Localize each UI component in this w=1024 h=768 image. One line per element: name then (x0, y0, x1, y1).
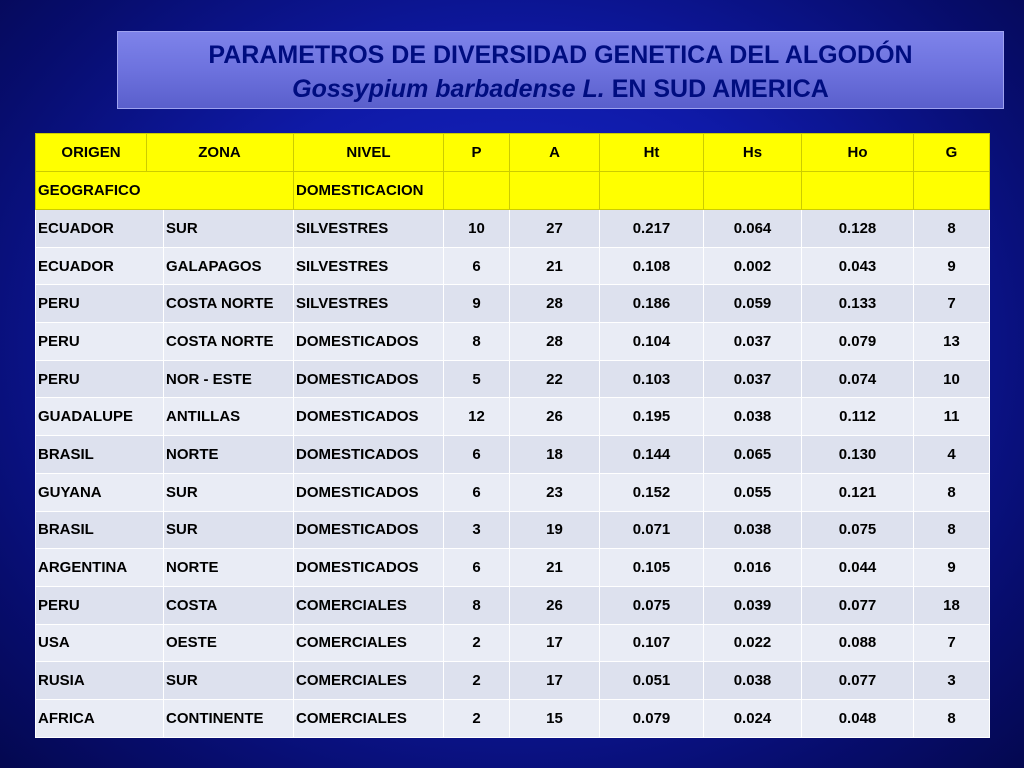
cell-a: 15 (510, 699, 600, 737)
header-ht: Ht (600, 134, 704, 172)
cell-ht: 0.152 (600, 473, 704, 511)
header-cell-origen-zona (36, 134, 294, 172)
cell-zona: COSTA (164, 586, 294, 624)
table-row (36, 586, 990, 624)
table-row (36, 247, 990, 285)
cell-zona: ANTILLAS (164, 398, 294, 436)
cell-p: 12 (444, 398, 510, 436)
cell-g: 9 (914, 247, 990, 285)
cell-ho: 0.128 (802, 210, 914, 248)
cell-nivel: DOMESTICADOS (294, 398, 444, 436)
cell-origen: PERU (36, 586, 164, 624)
cell-ho: 0.088 (802, 624, 914, 662)
cell-hs: 0.038 (704, 662, 802, 700)
header-zona: ZONA (198, 144, 241, 161)
cell-g: 8 (914, 511, 990, 549)
header-empty (444, 172, 510, 210)
cell-a: 23 (510, 473, 600, 511)
header-empty (802, 172, 914, 210)
cell-p: 2 (444, 624, 510, 662)
header-geografico: GEOGRAFICO (36, 172, 294, 210)
cell-nivel: SILVESTRES (294, 210, 444, 248)
title-line-1: PARAMETROS DE DIVERSIDAD GENETICA DEL ALGODÓN (208, 41, 913, 69)
title-line-2 (118, 72, 1003, 106)
cell-a: 27 (510, 210, 600, 248)
cell-zona: CONTINENTE (164, 699, 294, 737)
cell-g: 8 (914, 699, 990, 737)
cell-ht: 0.051 (600, 662, 704, 700)
cell-g: 4 (914, 436, 990, 474)
table-row (36, 624, 990, 662)
cell-p: 10 (444, 210, 510, 248)
cell-ho: 0.075 (802, 511, 914, 549)
table-row (36, 473, 990, 511)
header-g: G (914, 134, 990, 172)
cell-p: 8 (444, 323, 510, 361)
title-species: Gossypium barbadense L. (292, 75, 605, 103)
cell-a: 17 (510, 662, 600, 700)
cell-origen: RUSIA (36, 662, 164, 700)
cell-hs: 0.037 (704, 323, 802, 361)
header-a: A (510, 134, 600, 172)
cell-ho: 0.043 (802, 247, 914, 285)
cell-hs: 0.002 (704, 247, 802, 285)
cell-ho: 0.079 (802, 323, 914, 361)
cell-zona: GALAPAGOS (164, 247, 294, 285)
table-row (36, 699, 990, 737)
cell-nivel: DOMESTICADOS (294, 473, 444, 511)
cell-g: 18 (914, 586, 990, 624)
cell-zona: OESTE (164, 624, 294, 662)
cell-ht: 0.144 (600, 436, 704, 474)
header-ho: Ho (802, 134, 914, 172)
header-empty (914, 172, 990, 210)
cell-origen: ECUADOR (36, 247, 164, 285)
cell-p: 6 (444, 436, 510, 474)
cell-hs: 0.039 (704, 586, 802, 624)
cell-zona: NORTE (164, 549, 294, 587)
cell-ht: 0.103 (600, 360, 704, 398)
title-region: EN SUD AMERICA (604, 75, 829, 103)
cell-hs: 0.038 (704, 511, 802, 549)
cell-hs: 0.055 (704, 473, 802, 511)
cell-hs: 0.064 (704, 210, 802, 248)
table-row (36, 549, 990, 587)
cell-origen: USA (36, 624, 164, 662)
table-row (36, 210, 990, 248)
cell-zona: SUR (164, 662, 294, 700)
cell-zona: NOR - ESTE (164, 360, 294, 398)
cell-ht: 0.107 (600, 624, 704, 662)
cell-nivel: DOMESTICADOS (294, 511, 444, 549)
cell-p: 2 (444, 662, 510, 700)
cell-ho: 0.044 (802, 549, 914, 587)
header-row-2 (36, 172, 990, 210)
cell-p: 6 (444, 247, 510, 285)
cell-origen: PERU (36, 285, 164, 323)
header-empty (510, 172, 600, 210)
cell-g: 7 (914, 624, 990, 662)
diversity-table (35, 133, 990, 738)
cell-ht: 0.105 (600, 549, 704, 587)
table-row (36, 436, 990, 474)
cell-ht: 0.071 (600, 511, 704, 549)
cell-ht: 0.075 (600, 586, 704, 624)
cell-origen: AFRICA (36, 699, 164, 737)
cell-ht: 0.186 (600, 285, 704, 323)
cell-a: 26 (510, 398, 600, 436)
cell-zona: NORTE (164, 436, 294, 474)
table-row (36, 662, 990, 700)
cell-zona: SUR (164, 210, 294, 248)
cell-p: 6 (444, 549, 510, 587)
table-row (36, 511, 990, 549)
cell-origen: GUYANA (36, 473, 164, 511)
cell-ho: 0.074 (802, 360, 914, 398)
cell-g: 7 (914, 285, 990, 323)
cell-p: 5 (444, 360, 510, 398)
cell-origen: BRASIL (36, 511, 164, 549)
cell-p: 9 (444, 285, 510, 323)
header-domesticacion: DOMESTICACION (294, 172, 444, 210)
cell-nivel: COMERCIALES (294, 586, 444, 624)
cell-zona: SUR (164, 473, 294, 511)
cell-a: 21 (510, 247, 600, 285)
cell-nivel: SILVESTRES (294, 247, 444, 285)
cell-hs: 0.037 (704, 360, 802, 398)
table-row (36, 285, 990, 323)
cell-ht: 0.217 (600, 210, 704, 248)
cell-origen: BRASIL (36, 436, 164, 474)
header-p: P (444, 134, 510, 172)
cell-g: 8 (914, 473, 990, 511)
cell-g: 13 (914, 323, 990, 361)
header-empty (704, 172, 802, 210)
cell-origen: GUADALUPE (36, 398, 164, 436)
cell-g: 10 (914, 360, 990, 398)
cell-ho: 0.133 (802, 285, 914, 323)
cell-a: 19 (510, 511, 600, 549)
cell-nivel: DOMESTICADOS (294, 436, 444, 474)
cell-p: 6 (444, 473, 510, 511)
cell-ho: 0.130 (802, 436, 914, 474)
cell-ho: 0.077 (802, 586, 914, 624)
cell-g: 9 (914, 549, 990, 587)
cell-a: 28 (510, 323, 600, 361)
cell-a: 26 (510, 586, 600, 624)
table-row (36, 398, 990, 436)
cell-origen: PERU (36, 360, 164, 398)
cell-p: 2 (444, 699, 510, 737)
cell-a: 21 (510, 549, 600, 587)
cell-g: 11 (914, 398, 990, 436)
cell-hs: 0.065 (704, 436, 802, 474)
cell-p: 3 (444, 511, 510, 549)
cell-a: 18 (510, 436, 600, 474)
cell-a: 22 (510, 360, 600, 398)
cell-ho: 0.048 (802, 699, 914, 737)
slide-title (117, 31, 1004, 109)
cell-hs: 0.038 (704, 398, 802, 436)
cell-zona: COSTA NORTE (164, 323, 294, 361)
table-row (36, 360, 990, 398)
cell-ht: 0.079 (600, 699, 704, 737)
cell-a: 28 (510, 285, 600, 323)
cell-nivel: COMERCIALES (294, 662, 444, 700)
header-hs: Hs (704, 134, 802, 172)
cell-hs: 0.024 (704, 699, 802, 737)
cell-zona: COSTA NORTE (164, 285, 294, 323)
header-empty (600, 172, 704, 210)
cell-nivel: DOMESTICADOS (294, 549, 444, 587)
header-nivel: NIVEL (294, 134, 444, 172)
cell-g: 8 (914, 210, 990, 248)
cell-ht: 0.195 (600, 398, 704, 436)
cell-ho: 0.112 (802, 398, 914, 436)
cell-nivel: DOMESTICADOS (294, 360, 444, 398)
cell-hs: 0.016 (704, 549, 802, 587)
header-row-1 (36, 134, 990, 172)
cell-hs: 0.059 (704, 285, 802, 323)
table-row (36, 323, 990, 361)
table-body (36, 134, 990, 738)
cell-hs: 0.022 (704, 624, 802, 662)
cell-a: 17 (510, 624, 600, 662)
cell-ht: 0.108 (600, 247, 704, 285)
cell-ho: 0.077 (802, 662, 914, 700)
header-origen: ORIGEN (61, 144, 121, 161)
cell-origen: ECUADOR (36, 210, 164, 248)
cell-nivel: COMERCIALES (294, 624, 444, 662)
cell-nivel: DOMESTICADOS (294, 323, 444, 361)
cell-nivel: COMERCIALES (294, 699, 444, 737)
cell-origen: PERU (36, 323, 164, 361)
cell-ht: 0.104 (600, 323, 704, 361)
cell-nivel: SILVESTRES (294, 285, 444, 323)
cell-zona: SUR (164, 511, 294, 549)
cell-p: 8 (444, 586, 510, 624)
cell-origen: ARGENTINA (36, 549, 164, 587)
cell-g: 3 (914, 662, 990, 700)
cell-ho: 0.121 (802, 473, 914, 511)
